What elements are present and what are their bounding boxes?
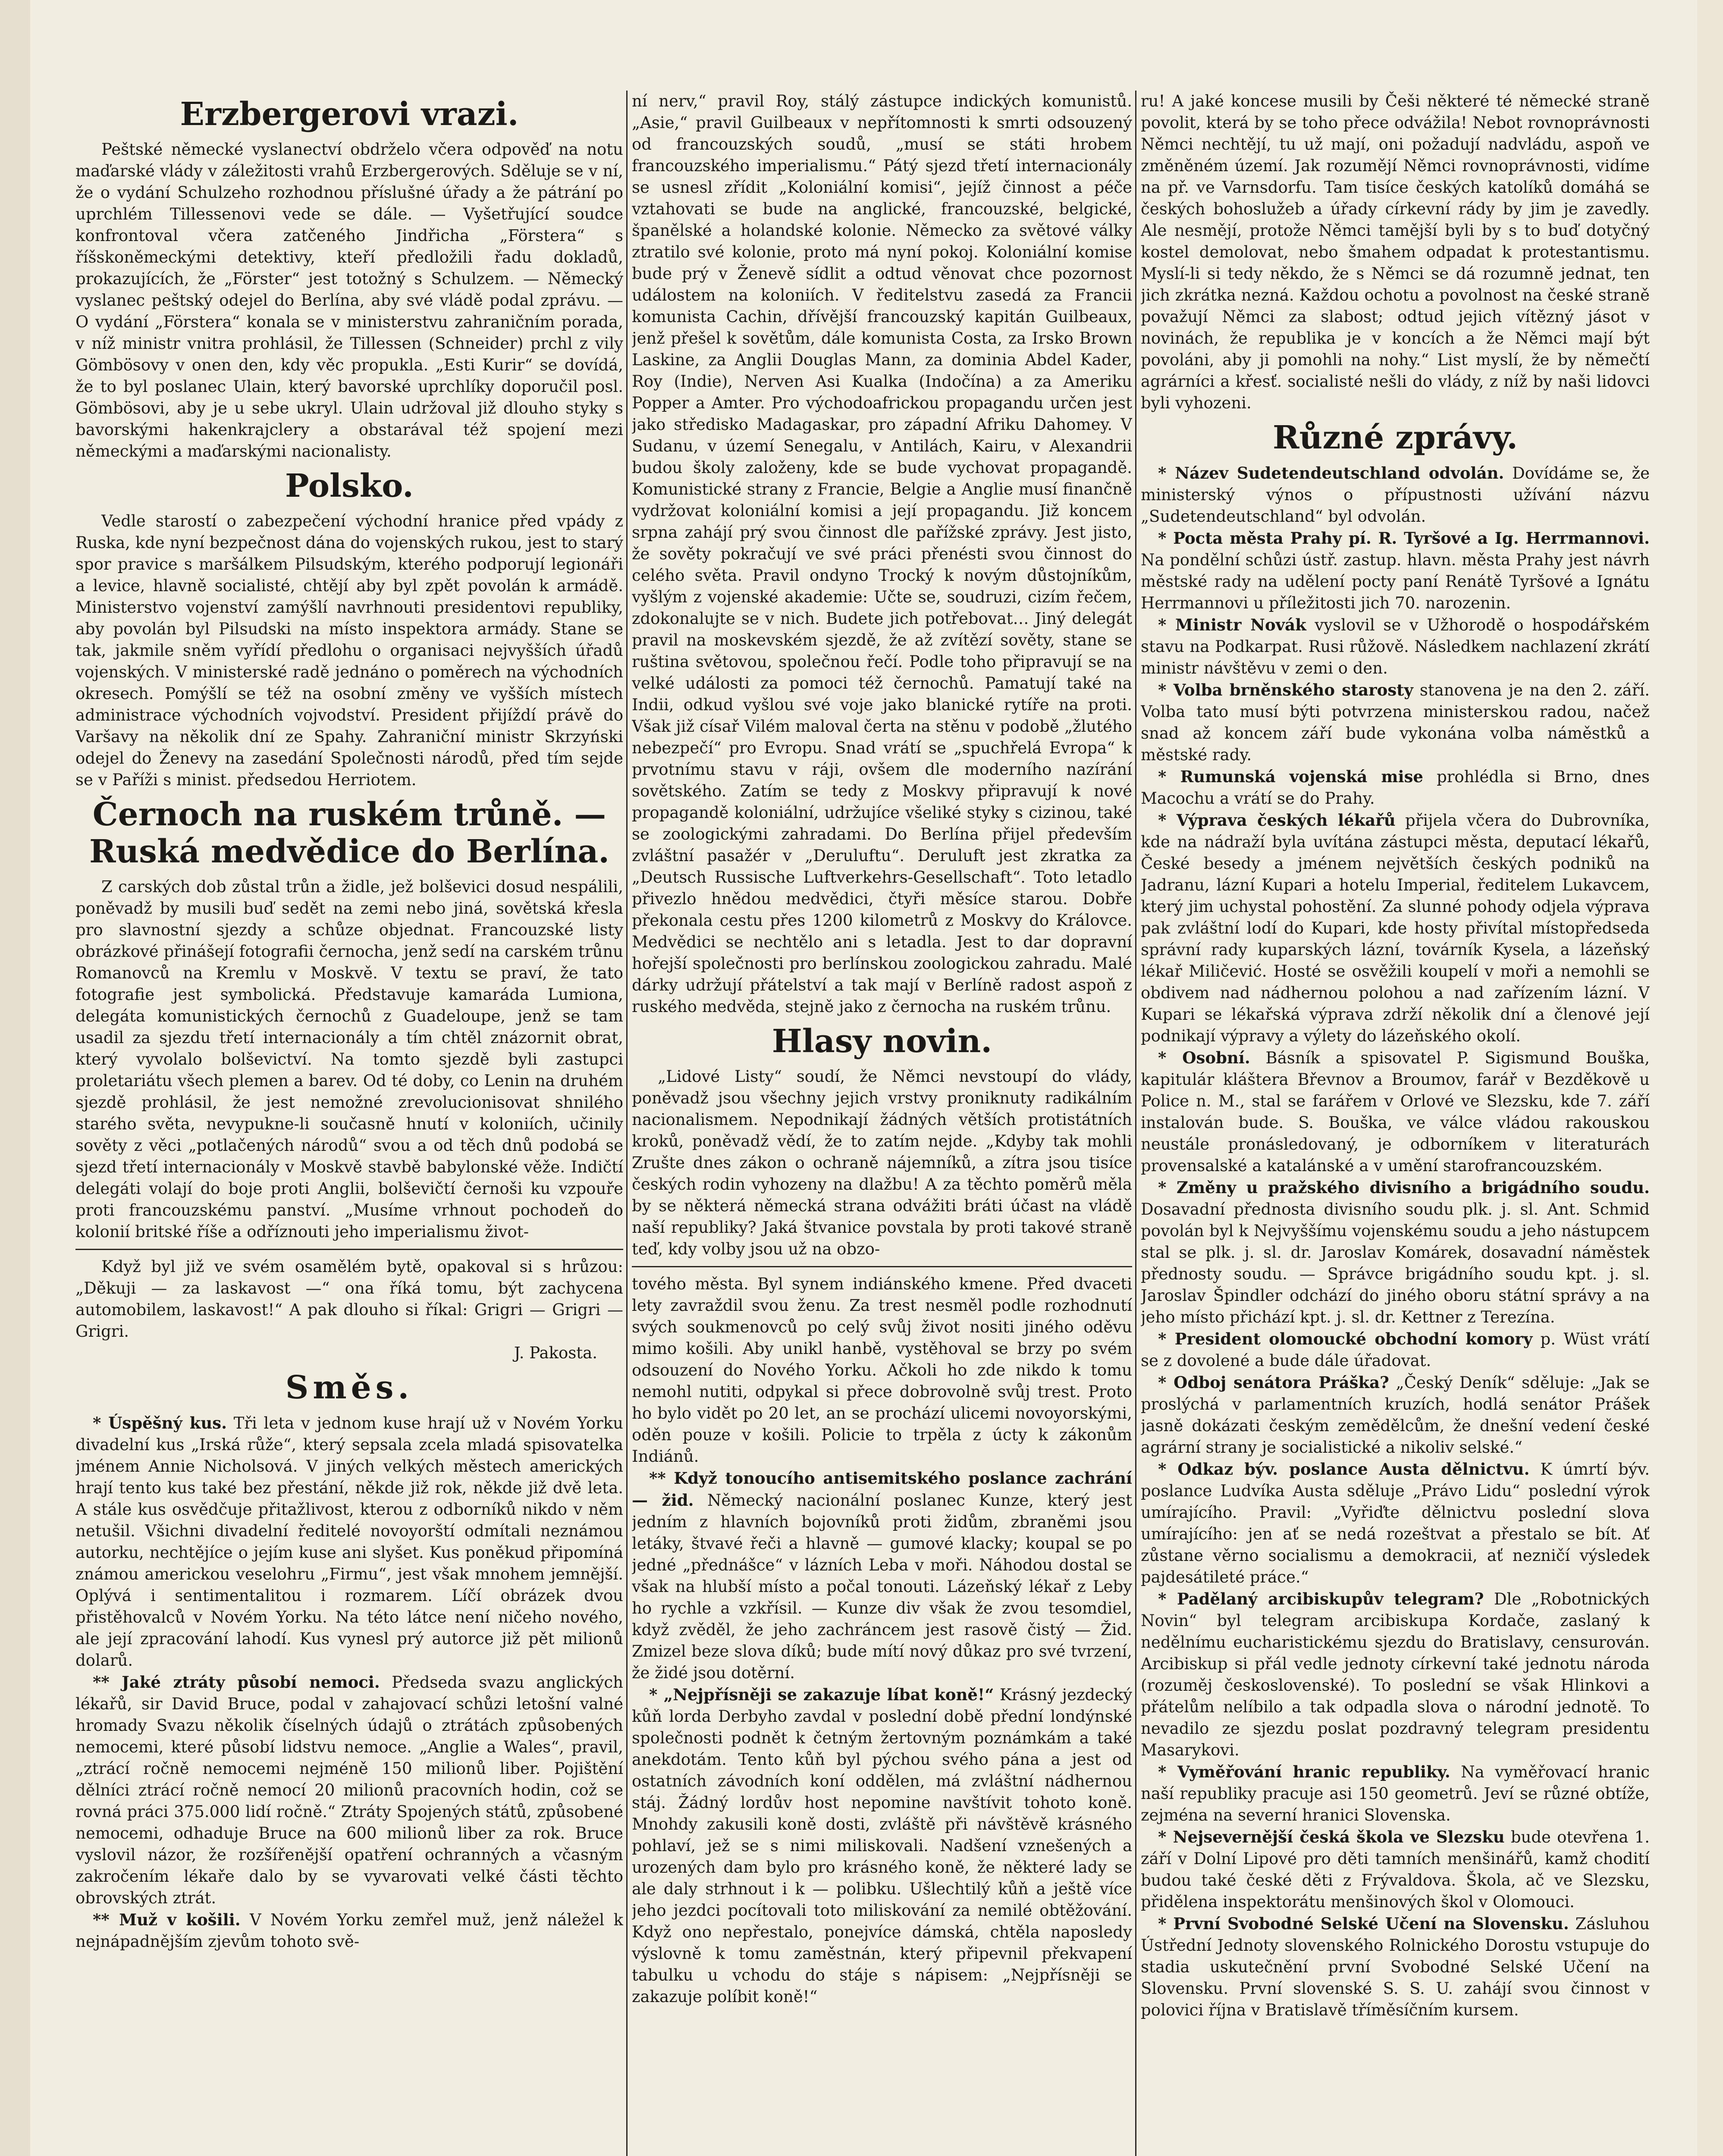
separator-rule-2 xyxy=(632,1266,1132,1267)
column-rule-2 xyxy=(1135,91,1136,2156)
section-title-smes: Směs. xyxy=(285,1369,414,1406)
hlasy-novin-continued: ru! A jaké koncese musili by Češi některé té německé straně povolit, která by se toho přece odvážila! Nebot rovnoprávnosti Němci nechtějí, tu už mají, oni požadují nadvládu, aspoň ve změněném území. Jak rozumějí Němci rovnoprávnosti, vidíme na př. ve Varnsdorfu. Tam tisíce českých katolíků domáhá se českých bohoslužeb a úřady církevní rády by jim je zavedly. Ale nesmějí, protože Němci tamější byli by s to buď dotyčný kostel demolovat, nebo šmahem odpadat k protestantismu. Myslí-li si tedy někdo, že s Němci se dá rozumně jednat, ten jich zkrátka nezná. Každou ochotu a povolnost na české straně považují Němci za slabost; odtud jejich vítězný jásot v novinách, že republika je v koncích a že Němci mají být povoláni, aby ji pomohli na nohy.“ List myslí, že by němečtí agrárníci a křesť. socialisté nešli do vlády, z níž by naši lidovci byli vyhozeni. xyxy=(1141,92,1650,412)
article-title-polsko: Polsko. xyxy=(285,467,414,505)
article-text-erzberger: Peštské německé vyslanectví obdrželo včera odpověď na notu maďarské vlády v záležitosti vrahů Erzbergerových. Sděluje se v ní, že o vydání Schulzeho rozhodnou příslušné úřady a že pátrání po uprchlém Tillessenovi vede se dále. — Vyšetřující soudce konfrontoval včera zatčeného Jindřicha „Förstera“ s říšskoněmeckými detektivy, kteří předložili řadu dokladů, prokazujících, že „Förster“ jest totožný s Schulzem. — Německý vyslanec peštský odejel do Berlína, aby své vládě podal zprávu. — O vydání „Förstera“ konala se v ministerstvu zahraničním porada, v níž ministr vnitra prohlásil, že Tillessen (Schneider) prchl z vily Gömbösovy v onen den, kdy věc propukla. „Esti Kurir“ se dovídá, že to byl poslanec Ulain, který bavorské uprchlíky doporučil posl. Gömbösovi, aby je u sebe ukryl. Ulain udržoval již dlouho styky s bavorskými hakenkrajclery a obstarával též spojení mezi německými a maďarskými nacionalisty. xyxy=(75,140,623,461)
news-item-1: * Pocta města Prahy pí. R. Tyršové a Ig. Herrmannovi. Na pondělní schůzi ústř. zastup. hlavn. města Prahy jest návrh městské rady na udělení pocty paní Renátě Tyršové a Ignátu Herrmannovi u příležitosti jich 70. narozenin. xyxy=(1141,529,1650,612)
news-item-4: * Rumunská vojenská mise prohlédla si Brno, dnes Macochu a vrátí se do Prahy. xyxy=(1141,767,1650,808)
news-item-11: * Padělaný arcibiskupův telegram? Dle „Robotnických Novin“ byl telegram arcibiskupa Kordače, zaslaný k nedělnímu eucharistickému sjezdu do Bratislavy, censurován. Arcibiskup si přál vedle jednoty církevní také jednotu národa (rozuměj československé). To poslední se však Hlinkovi a přátelům nelíbilo a tak odpadla slova o národní jednotě. To nevadilo ze sjezdu poslat pozdravný telegram presidentu Masarykovi. xyxy=(1141,1589,1650,1759)
right-margin xyxy=(1697,0,1723,2156)
smes-item-jake-ztraty: ** Jaké ztráty působí nemoci. Předseda svazu anglických lékařů, sir David Bruce, podal v zahajovací schůzi letošní valné hromady Svazu několik číselných údajů o ztrátách způsobených nemocemi, které působí lidstvu nemoce. „Anglie a Wales“, pravil, „ztrácí ročně nemocemi nejméně 150 milionů liber. Pojištění dělníci ztrácí ročně nemocí 20 milionů pracovních hodin, což se rovná práci 375.000 lidí ročně.“ Ztráty Spojených států, způsobené nemocemi, odhaduje Bruce na 600 milionů liber za rok. Bruce vyslovil názor, že rozšířenější opatření ochranných a včasným zakročením lékaře dalo by se vyvarovati velké části těchto obrovských ztrát. xyxy=(75,1673,623,1907)
column-3 xyxy=(1141,91,1650,2156)
smes-item-uspesny-kus: * Úspěšný kus. Tři leta v jednom kuse hrají už v Novém Yorku divadelní kus „Irská růže“, který sepsala zcela mladá spisovatelka jménem Annie Nicholsová. V jiných velkých městech amerických hrají tento kus také bez přestání, někde již rok, někde již dvě leta. A stále kus osvědčuje přitažlivost, kterou z odborníků nikdo v něm netušil. Všichni divadelní ředitelé novoyorští odmítali neznámou autorku, nechtějíce o jejím kuse ani slyšet. Kus poněkud připomíná známou americkou veselohru „Firmu“, jest však mnohem jemnější. Oplývá i sentimentalitou i rozmarem. Líčí obrázek dvou přistěhovalců v Novém Yorku. Na této látce není ničeho nového, ale její zpracování lahodí. Kus vynesl prý autorce již pět milionů dolarů. xyxy=(75,1413,623,1670)
column-rule-1 xyxy=(626,91,628,2156)
column-1 xyxy=(75,91,623,2156)
article-title-cernoch: Černoch na ruském trůně. — Ruská medvědice do Berlína. xyxy=(89,796,610,870)
article-title-erzberger: Erzbergerovi vrazi. xyxy=(180,96,519,133)
article-text-polsko: Vedle starostí o zabezpečení východní hranice před vpády z Ruska, kde nyní bezpečnost dána do vojenských rukou, jest to starý spor pravice s maršálkem Pilsudským, kterého podporují legionáři a levice, hlavně socialisté, chtějí aby byl zpět povolán k armádě. Ministerstvo vojenství zamýšlí navrhnouti presidentovi republiky, aby povolán byl Pilsudski na místo inspektora armády. Stane se tak, jakmile sněm vyřídí předlohu o organisaci nejvyšších úřadů vojenských. V ministerské radě jednáno o poměrech na východních okresech. Pomýšlí se též na osobní změny ve vyšších místech administrace východních vojvodství. President přijíždí právě do Varšavy na několik dní ze Spahy. Zahraniční ministr Skrzyński odejel do Ženevy na zasedání Společnosti národů, před tím sejde se v Paříži s minist. předsedou Herriotem. xyxy=(75,512,623,789)
news-item-7: * Změny u pražského divisního a brigádního soudu. Dosavadní přednosta divisního soudu plk. j. sl. Ant. Schmid povolán byl k Nejvyššímu vojenskému soudu a jeho nástupcem stal se plk. j. sl. dr. Jaroslav Komárek, dosavadní náměstek přednosty soudu. — Správce brigádního soudu kpt. j. sl. Jaroslav Špindler odchází do jiného oboru státní správy a na jeho místo přichází kpt. j. sl. dr. Kettner z Terezína. xyxy=(1141,1178,1650,1326)
news-item-14: * První Svobodné Selské Učení na Slovensku. Zásluhou Ústřední Jednoty slovenského Rolnického Dorostu vstupuje do stadia uskutečnění první Svobodné Selské Učení na Slovensku. První slovenské S. S. U. zahájí svou činnost v polovici října v Bratislavě tříměsíčním kursem. xyxy=(1141,1914,1650,2019)
feuilleton-signature: J. Pakosta. xyxy=(514,1344,597,1362)
smes-continued-text: tového města. Byl synem indiánského kmene. Před dvaceti lety zavraždil svou ženu. Za trest nesměl podle rozhodnutí svých soukmenovců po celý svůj život nositi jiného oděvu mimo košili. Aby unikl hanbě, vystěhoval se brzy po svém odsouzení do Nového Yorku. Ačkoli ho zde nikdo k tomu nemohl nutiti, odpykal si přece dobrovolně svůj trest. Proto ho bylo vidět po 20 let, an se prochází ulicemi novoyorskými, oděn pouze v košili. Policie to trpěla z úcty k zákonům Indiánů. xyxy=(632,1275,1132,1466)
news-item-6: * Osobní. Básník a spisovatel P. Sigismund Bouška, kapitulár kláštera Břevnov a Broumov, farář v Bezděkově u Police n. M., stal se farářem v Orlové ve Slezsku, kde 7. září instalován bude. S. Bouška, ve válce vládou rakouskou neustále pronásledovaný, je odborníkem v literaturách provensalské a katalánské a v umění starofrancouzském. xyxy=(1141,1048,1650,1175)
article-text-cernoch-continued: ní nerv,“ pravil Roy, stálý zástupce indických komunistů. „Asie,“ pravil Guilbeaux v nepřítomnosti k smrti odsouzený od francouzských soudů, „musí se státi hrobem francouzského imperialismu.“ Pátý sjezd třetí internacionály se usnesl zřídit „Koloniální komisi“, jejíž činnost a péče vztahovati se bude na anglické, francouzské, belgické, španělské a holandské kolonie. Německo za světové války ztratilo své kolonie, proto má nyní pokoj. Koloniální komise bude prý v Ženevě sídlit a odtud věnovat chce pozornost událostem na koloniích. V ředitelstvu zasedá za Francii komunista Cachin, dřívější francouzský kapitán Guilbeaux, jenž přešel k sovětům, dále komunista Costa, za Irsko Brown Laskine, za Anglii Douglas Mann, za dominia Abdel Kader, Roy (Indie), Nerven Asi Kualka (Indočína) a za Ameriku Popper a Amter. Pro východoafrickou propagandu určen jest jako středisko Madagaskar, pro západní Afriku Dahomey. V Sudanu, v území Senegalu, v Antilách, Kairu, v Alexandrii budou školy založeny, kde se bude vychovat propagandě. Komunistické strany z Francie, Belgie a Anglie musí finančně vydržovat koloniální komisi a její propagandu. Již koncem srpna zahájí prý svou činnost dle pařížské zprávy. Jest jisto, že sověty pokračují ve své práci přenésti svou činnost do celého světa. Pravil ondyno Trocký k novým důstojníkům, vyšlým z vojenské akademie: Učte se, soudruzi, cizím řečem, zdokonalujte se v nich. Budete jich potřebovat… Jiný delegát pravil na moskevském sjezdě, že až zvítězí sověty, stane se ruština světovou, společnou řečí. Podle toho připravují se na velké události za pomoci též černochů. Pamatují také na Indii, odkud vyšlou své voje jako blanické rytíře na proti. Však již císař Vilém maloval čerta na stěnu v podobě „žlutého nebezpečí“ pro Evropu. Snad vrátí se „spuchřelá Evropa“ k prvotnímu stavu v ráji, ovšem dle moderního nazírání sovětského. Zatím se tedy z Moskvy připravují k nové propagandě koloniální, udržujíce všeliké styky s cizinou, také se zoologickými zahradami. Do Berlína přijel především zvláštní pasažér v „Deruluftu“. Deruluft jest zkratka za „Deutsch Russische Luftverkehrs-Gesellschaft“. Toto letadlo přivezlo hnědou medvědici, čtyři měsíce starou. Dobře překonala cestu přes 1200 kilometrů z Moskvy do Královce. Medvědici se nechtělo ani s letadla. Jest to dar dopravní hořejší společnosti pro berlínskou zoologickou zahradu. Malé dárky udržují přátelství a tak mají v Berlíně radost aspoň z ruského medvěda, stejně jako z černocha na ruském trůnu. xyxy=(632,92,1132,1016)
news-item-9: * Odboj senátora Práška? „Český Deník“ sděluje: „Jak se proslýchá v parlamentních kruzích, hodlá senátor Prášek jasně dokázati českým zemědělcům, že dnešní vedení české agrární strany je socialistické a nikoliv selské.“ xyxy=(1141,1373,1650,1457)
section-title-hlasy-novin: Hlasy novin. xyxy=(772,1023,992,1060)
news-item-10: * Odkaz býv. poslance Austa dělnictvu. K úmrtí býv. poslance Ludvíka Austa sděluje „Právo Lidu“ poslední výrok umírajícího. Pravil: „Vyřiďte dělnictvu poslední slova umírajícího: jen ať se nedá rozeštvat a přestalo se bít. Ať zůstane věrno socialismu a demokracii, ať nezničí výsledek pajdesátileté práce.“ xyxy=(1141,1460,1650,1586)
hlasy-novin-text: „Lidové Listy“ soudí, že Němci nevstoupí do vlády, poněvadž jsou všechny jejich vrstvy proniknuty radikálním nacionalismem. Nepodnikají žádných větších protistátních kroků, poněvadž vědí, že to zatím nejde. „Kdyby tak mohli Zrušte dnes zákon o ochraně nájemníků, a zítra jsou tisíce českých rodin vyhozeny na dlažbu! A za těchto poměrů měla by se některá německá strana odvážiti bráti účast na vládě naší republiky? Jaká štvanice povstala by proti takové straně teď, kdy volby jsou už na obzo- xyxy=(632,1067,1132,1258)
news-item-0: * Název Sudetendeutschland odvolán. Dovídáme se, že ministerský výnos o přípustnosti užívání názvu „Sudetendeutschland“ byl odvolán. xyxy=(1141,464,1650,526)
section-title-ruzne-zpravy: Různé zprávy. xyxy=(1273,419,1518,456)
smes-item-muz-v-kosili: ** Muž v košili. V Novém Yorku zemřel muž, jenž náležel k nejnápadnějším zjevům tohoto svě- xyxy=(75,1910,623,1951)
news-item-8: * President olomoucké obchodní komory p. Wüst vrátí se z dovolené a bude dále úřadovat. xyxy=(1141,1329,1650,1370)
news-item-5: * Výprava českých lékařů přijela včera do Dubrovníka, kde na nádraží byla uvítána zástupci města, deputací lékařů, České besedy a jménem největších českých podniků na Jadranu, lázní Kupari a hotelu Imperial, ředitelem Lukavcem, který jim uchystal pohostění. Za slunné pohody odjela výprava pak zvláštní lodí do Kupari, kde hosty přivítal místopředseda správní rady kuparských lázní, továrník Kysela, a lázeňský lékař Miličević. Hosté se osvěžili koupelí v moři a nemohli se obdivem nad nádhernou polohou a nad zařízením lázní. V Kupari se lékařská výprava zdrží několik dní a členové její podnikají výpravy a výlety do lázeňského okolí. xyxy=(1141,811,1650,1045)
news-item-3: * Volba brněnského starosty stanovena je na den 2. září. Volba tato musí býti potvrzena ministerskou radou, načež snad až koncem září bude vykonána volba náměstků a městské rady. xyxy=(1141,680,1650,764)
feuilleton-text: Když byl již ve svém osamělém bytě, opakoval si s hrůzou: „Děkuji — za laskavost —“ ona říká tomu, být zachycena automobilem, laskavost!“ A pak dlouho si říkal: Grigri — Grigri — Grigri. xyxy=(75,1257,623,1341)
smes-item-antisemitsky-poslanec: ** Když tonoucího antisemitského poslance zachrání — žid. Německý nacionální poslanec Kunze, který jest jedním z hlavních bojovníků proti židům, zbraněmi jsou letáky, štvavé řeči a hlavně — gumové klacky; koupal se po jedné „přednášce“ v lázních Leba v moři. Náhodou dostal se však na hlubší místo a počal tonouti. Lázeňský lékař z Leby ho rychle a vzkřísil. — Kunze div však že zvou tesomdiel, když zvěděl, že jeho zachráncem jest rasově čistý — Žid. Zmizel beze slova díků; bude mítí nový důkaz pro své tvrzení, že židé jsou dotěrní. xyxy=(632,1469,1132,1682)
news-item-13: * Nejsevernější česká škola ve Slezsku bude otevřena 1. září v Dolní Lipové pro děti tamních menšinářů, kamž chodití budou také české děti z Frývaldova. Škola, ač ve Slezsku, přidělena inspektorátu menšinových škol v Olomouci. xyxy=(1141,1827,1650,1911)
left-margin xyxy=(0,0,30,2156)
article-text-cernoch: Z carských dob zůstal trůn a židle, jež bolševici dosud nespálili, poněvadž by musili buď sedět na zemi nebo jiná, sovětská křesla pro slavnostní sjezdy a schůze objednat. Francouzské listy obrázkové přinášejí fotografii černocha, jenž sedí na carském trůnu Romanovců na Kremlu v Moskvě. V textu se praví, že tato fotografie jest symbolická. Představuje kamaráda Lumiona, delegáta komunistických černochů z Guadeloupe, jenž se tam usadil za sjezdu třetí internacionály a tím chtěl znázornit obrat, který vyvolalo bolševictví. Na tomto sjezdě byli zastupci proletariátu všech plemen a barev. Od té doby, co Lenin na druhém sjezdě prohlásil, že jest nemožné zrevolucionisovat shnilého starého světa, nevypukne-li současně hnutí v koloniích, učinily sověty z věci „potlačených národů“ svou a od těch dnů podobá se sjezd třetí internacionály v Moskvě stavbě babylonské věže. Indičtí delegáti volají do boje proti Anglii, bolševičtí černoši ku vzpouře proti francouzskému panství. „Musíme vrhnout pochodeň do kolonií britské říše a odříznouti jeho imperialismu život- xyxy=(75,877,623,1241)
smes-item-libat-kone: * „Nejpřísněji se zakazuje líbat koně!“ Krásný jezdecký kůň lorda Derbyho zavdal v poslední době přední londýnské společnosti podnět k četným žertovným poznámkám a také anekdotám. Tento kůň byl pýchou svého pána a jest od ostatních závodních koní oddělen, má zvláštní nádhernou stáj. Žádný lordův host nepomine navštívit tohoto koně. Mnohdy zakusili koně dosti, zvláště při návštěvě krásného pohlaví, jež se s nimi miliskovali. Nadšení vznešených a urozených dam bylo pro krásného koně, že některé lady se ale daly strhnout i k — polibku. Ušlechtilý kůň a ještě více jeho jezdci pocítovali toto miliskování za nemilé obtěžování. Když ono nepřestalo, ponejvíce dámská, chtěla naposledy výslovně k tomu zaměstnán, který připevnil překvapení tabulku u vchodu do stáje s nápisem: „Nejpřísněji se zakazuje políbit koně!“ xyxy=(632,1685,1132,2006)
news-item-12: * Vyměřování hranic republiky. Na vyměřovací hranic naší republiky pracuje asi 150 geometrů. Jeví se různé obtíže, zejména na severní hranici Slovenska. xyxy=(1141,1762,1650,1824)
column-2 xyxy=(632,91,1132,2156)
news-item-2: * Ministr Novák vyslovil se v Užhorodě o hospodářském stavu na Podkarpat. Rusi růžově. Následkem nachlazení zkrátí ministr návštěvu v zemi o den. xyxy=(1141,615,1650,677)
separator-rule xyxy=(75,1249,623,1250)
